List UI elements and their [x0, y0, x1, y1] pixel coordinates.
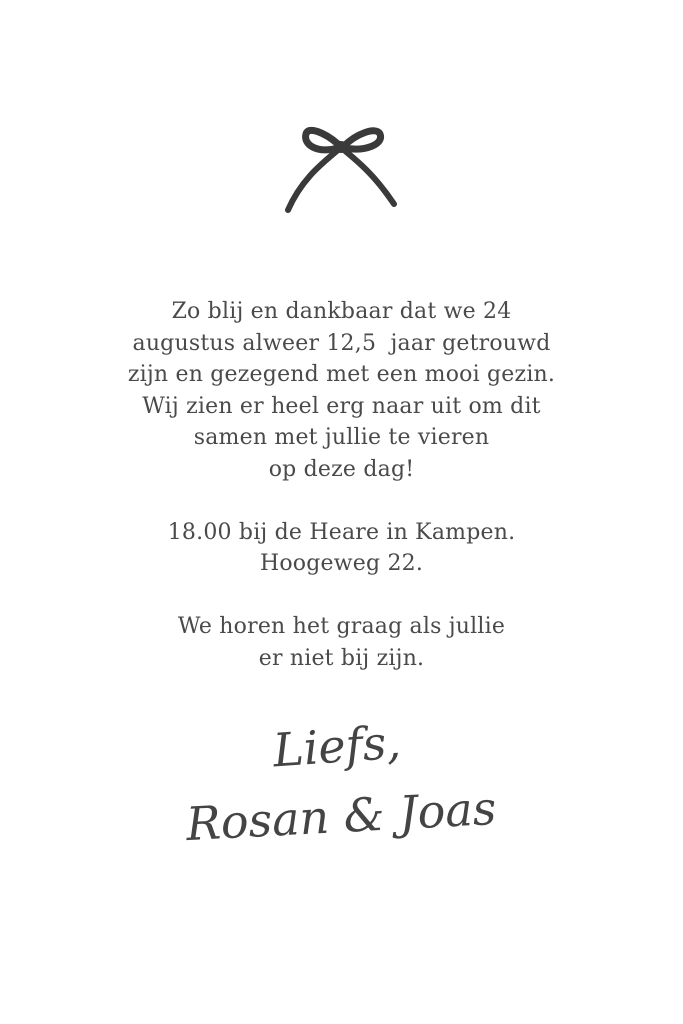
message-line: zijn en gezegend met een mooi gezin. — [127, 362, 556, 387]
handwritten-signature — [180, 700, 510, 875]
rsvp-line: er niet bij zijn. — [258, 645, 425, 671]
message-line: samen met jullie te vieren — [193, 425, 490, 450]
message-line: augustus alweer 12,5 jaar getrouwd — [132, 330, 551, 356]
signature-names: Rosan & Joas — [184, 780, 498, 852]
address-line: Hoogeweg 22. — [259, 551, 424, 576]
location-line: 18.00 bij de Heare in Kampen. — [167, 519, 516, 545]
paragraph-gap — [0, 580, 683, 612]
message-line: Wij zien er heel erg naar uit om dit — [142, 393, 541, 419]
invitation-message — [0, 296, 683, 674]
signature-greeting: Liefs, — [271, 714, 403, 778]
paragraph-gap — [0, 485, 683, 517]
message-line: op deze dag! — [268, 456, 415, 482]
message-line: Zo blij en dankbaar dat we 24 — [171, 299, 512, 324]
bow-icon — [276, 122, 406, 220]
rsvp-line: We horen het graag als jullie — [177, 614, 506, 639]
